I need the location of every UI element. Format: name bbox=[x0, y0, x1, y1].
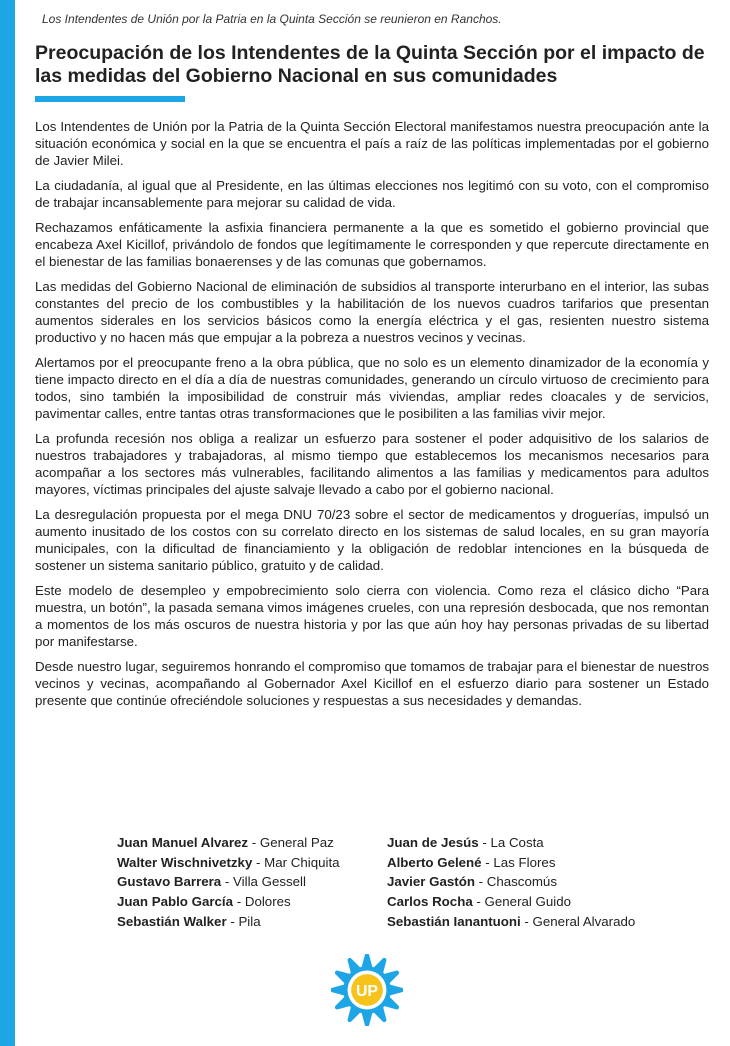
signature-place: - Chascomús bbox=[474, 874, 557, 890]
paragraph: La desregulación propuesta por el mega DNU 70/23 sobre el sector de medicamentos y droguerías, impulsó un aumento inusitado de los costos con su correlato directo en los sistemas de salud locales, en su gran mayoría municipales, con la dificultad de financiamiento y la obligación de redoblar intenciones en la búsqueda de sostener un sistema sanitario público, gratuito y de calidad. bbox=[35, 507, 709, 573]
signature-name: Alberto Gelené bbox=[387, 854, 482, 870]
left-accent-bar bbox=[0, 0, 15, 1046]
article-body bbox=[35, 118, 709, 717]
signature-item bbox=[117, 892, 387, 912]
signature-name: Walter Wischnivetzky bbox=[117, 854, 253, 870]
signature-place: - La Costa bbox=[478, 835, 544, 850]
signature-place: - General Guido bbox=[472, 894, 572, 910]
signature-place: - Dolores bbox=[233, 894, 291, 910]
signatures bbox=[117, 833, 687, 932]
signature-name: Sebastián Ianantuoni bbox=[387, 913, 521, 929]
signature-place: - Las Flores bbox=[481, 854, 556, 870]
signature-item bbox=[387, 912, 635, 932]
signature-item bbox=[117, 872, 387, 892]
headline-underline bbox=[35, 96, 185, 102]
signature-place: - General Paz bbox=[248, 835, 334, 850]
signature-name: Gustavo Barrera bbox=[117, 874, 222, 890]
signature-place: - Villa Gessell bbox=[221, 874, 306, 890]
signature-place: - General Alvarado bbox=[520, 913, 636, 929]
paragraph: Alertamos por el preocupante freno a la obra pública, que no solo es un elemento dinamizador de la economía y tiene impacto directo en el día a día de nuestras comunidades, generando un círculo virtuoso de crecimiento para todos, sino también la imposibilidad de construir más viviendas, ampliar redes cloacales y de servicios, pavimentar calles, entre tantas otras transformaciones que le posibiliten a las familias vivir mejor. bbox=[35, 355, 709, 421]
logo-text: UP bbox=[356, 982, 378, 1000]
paragraph: La ciudadanía, al igual que al Presidente, en las últimas elecciones nos legitimó con su voto, con el compromiso de trabajar incansablemente para mejorar su calidad de vida. bbox=[35, 178, 709, 210]
paragraph: Las medidas del Gobierno Nacional de eliminación de subsidios al transporte interurbano en el interior, las subas constantes del precio de los combustibles y la habilitación de los nuevos cuadros tarifarios que presentan aumentos siderales en los servicios básicos como la energía eléctrica y el gas, resienten nuestro sistema productivo y no hacen más que empujar a la pobreza a nuestros vecinos y vecinas. bbox=[35, 279, 709, 345]
signature-name: Juan Manuel Alvarez bbox=[117, 835, 249, 850]
signature-item bbox=[387, 872, 635, 892]
signature-item bbox=[387, 892, 635, 912]
signatures-right-column bbox=[387, 833, 635, 932]
signature-name: Juan de Jesús bbox=[387, 835, 479, 850]
signature-item bbox=[387, 853, 635, 873]
signature-name: Javier Gastón bbox=[387, 874, 475, 890]
paragraph: Este modelo de desempleo y empobrecimiento solo cierra con violencia. Como reza el clásico dicho “Para muestra, un botón”, la pasada semana vimos imágenes crueles, con una represión desbocada, que nos remontan a momentos de los más oscuros de nuestra historia y por las que aún hoy hay personas privadas de su libertad por manifestarse. bbox=[35, 583, 709, 649]
signature-name: Sebastián Walker bbox=[117, 913, 227, 929]
signature-item bbox=[117, 833, 387, 853]
paragraph: Desde nuestro lugar, seguiremos honrando el compromiso que tomamos de trabajar para el bienestar de nuestros vecinos y vecinas, acompañando al Gobernador Axel Kicillof en el esfuerzo diario para sostener un Estado presente que continúe ofreciéndole soluciones y respuestas a sus necesidades y demandas. bbox=[35, 659, 709, 708]
signature-name: Juan Pablo García bbox=[117, 894, 234, 910]
signature-item bbox=[117, 912, 387, 932]
signature-item bbox=[387, 833, 635, 853]
paragraph: Los Intendentes de Unión por la Patria de la Quinta Sección Electoral manifestamos nuestra preocupación ante la situación económica y social en la que se encuentra el país a raíz de las políticas implementadas por el gobierno de Javier Milei. bbox=[35, 119, 709, 168]
signature-item bbox=[117, 853, 387, 873]
signatures-left-column bbox=[117, 833, 387, 932]
signature-place: - Mar Chiquita bbox=[252, 854, 340, 870]
paragraph: La profunda recesión nos obliga a realizar un esfuerzo para sostener el poder adquisitivo de los salarios de nuestros trabajadores y trabajadoras, al mismo tiempo que establecemos los mecanismos necesarios para acompañar a los sectores más vulnerables, facilitando alimentos a las familias y medicamentos para adultos mayores, víctimas principales del ajuste salvaje llevado a cabo por el gobierno nacional. bbox=[35, 431, 709, 497]
photo-caption: Los Intendentes de Unión por la Patria en la Quinta Sección se reunieron en Ranchos. bbox=[42, 12, 502, 26]
up-sun-logo-icon bbox=[331, 954, 403, 1026]
signature-place: - Pila bbox=[226, 913, 261, 929]
signature-name: Carlos Rocha bbox=[387, 894, 473, 910]
paragraph: Rechazamos enfáticamente la asfixia financiera permanente a la que es sometido el gobierno provincial que encabeza Axel Kicillof, privándolo de fondos que legítimamente le corresponden y que repercute directamente en el bienestar de las familias bonaerenses y de las comunas que gobernamos. bbox=[35, 220, 709, 269]
headline: Preocupación de los Intendentes de la Quinta Sección por el impacto de las medidas del Gobierno Nacional en sus comunidades bbox=[35, 42, 705, 87]
